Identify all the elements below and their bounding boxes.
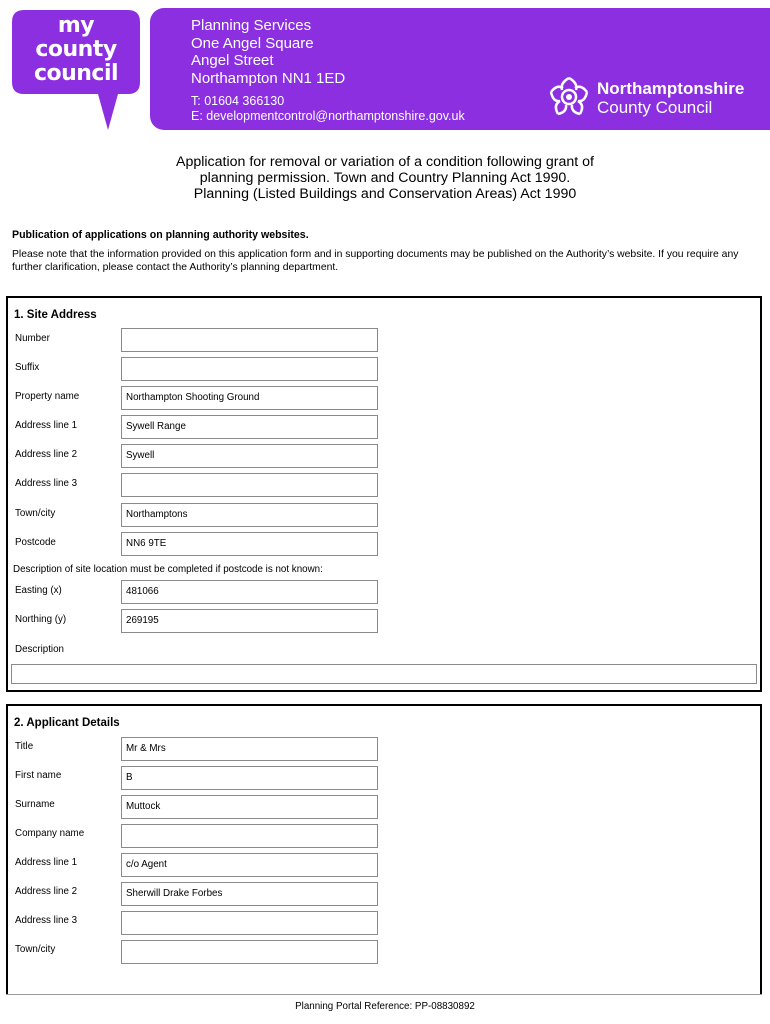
ncc-name-line1: Northamptonshire bbox=[597, 79, 745, 98]
field-label: Town/city bbox=[15, 944, 56, 955]
description-field[interactable] bbox=[11, 664, 757, 684]
title-line: planning permission. Town and Country Planning Act 1990. bbox=[199, 170, 571, 187]
northamptonshire-logo bbox=[547, 75, 767, 125]
field-label: Property name bbox=[15, 391, 80, 402]
property-name-field[interactable]: Northampton Shooting Ground bbox=[121, 386, 378, 410]
rose-emblem-icon bbox=[547, 75, 591, 119]
field-label: Address line 3 bbox=[15, 478, 78, 489]
field-label: Address line 1 bbox=[15, 857, 78, 868]
field-label: Title bbox=[15, 741, 34, 752]
northing-field[interactable]: 269195 bbox=[121, 609, 378, 633]
first-name-field[interactable]: B bbox=[121, 766, 378, 790]
logo-line-my: my bbox=[57, 13, 95, 38]
field-label: Surname bbox=[15, 799, 55, 810]
easting-field[interactable]: 481066 bbox=[121, 580, 378, 604]
field-label: Address line 1 bbox=[15, 420, 78, 431]
town-city-field[interactable]: Northamptons bbox=[121, 503, 378, 527]
contact-details bbox=[191, 94, 465, 124]
field-label: Postcode bbox=[15, 537, 56, 548]
address-line: Northampton NN1 1ED bbox=[191, 69, 346, 87]
applicant-address-line-1-field[interactable]: c/o Agent bbox=[121, 853, 378, 877]
postcode-field[interactable]: NN6 9TE bbox=[121, 532, 378, 556]
form-title bbox=[0, 154, 770, 203]
location-description-note: Description of site location must be completed if postcode is not known: bbox=[13, 564, 323, 575]
field-label: Address line 3 bbox=[15, 915, 78, 926]
applicant-details-section bbox=[6, 704, 762, 994]
field-label: Suffix bbox=[15, 362, 40, 373]
my-county-council-logo bbox=[12, 10, 140, 130]
logo-line-council: council bbox=[33, 61, 119, 86]
surname-field[interactable]: Muttock bbox=[121, 795, 378, 819]
field-label: Northing (y) bbox=[15, 614, 67, 625]
title-line: Application for removal or variation of a condition following grant of bbox=[176, 154, 594, 170]
email-address[interactable]: E: developmentcontrol@northamptonshire.gov.uk bbox=[191, 109, 465, 123]
applicant-town-city-field[interactable] bbox=[121, 940, 378, 964]
field-label: Description bbox=[15, 644, 65, 655]
title-field[interactable]: Mr & Mrs bbox=[121, 737, 378, 761]
company-name-field[interactable] bbox=[121, 824, 378, 848]
section-title: 2. Applicant Details bbox=[14, 717, 120, 729]
suffix-field[interactable] bbox=[121, 357, 378, 381]
number-field[interactable] bbox=[121, 328, 378, 352]
field-label: Address line 2 bbox=[15, 886, 78, 897]
site-address-section bbox=[6, 296, 762, 692]
address-line-1-field[interactable]: Sywell Range bbox=[121, 415, 378, 439]
office-address bbox=[191, 17, 345, 87]
applicant-address-line-2-field[interactable]: Sherwill Drake Forbes bbox=[121, 882, 378, 906]
applicant-address-line-3-field[interactable] bbox=[121, 911, 378, 935]
address-line-3-field[interactable] bbox=[121, 473, 378, 497]
field-label: Number bbox=[15, 333, 50, 344]
field-label: Address line 2 bbox=[15, 449, 78, 460]
field-label: First name bbox=[15, 770, 62, 781]
header-band bbox=[150, 8, 770, 130]
title-line: Planning (Listed Buildings and Conservation Areas) Act 1990 bbox=[193, 186, 577, 203]
address-line: Planning Services bbox=[191, 17, 312, 34]
field-label: Company name bbox=[15, 828, 85, 839]
publication-note: Please note that the information provided on this application form and in supporting documents may be published on the Authority’s website. If you require any further clarification, please contact the Authority’s planning department. bbox=[12, 249, 739, 273]
field-label: Easting (x) bbox=[15, 585, 62, 596]
publication-heading: Publication of applications on planning authority websites. bbox=[12, 229, 309, 241]
section-title: 1. Site Address bbox=[14, 309, 97, 321]
address-line-2-field[interactable]: Sywell bbox=[121, 444, 378, 468]
logo-line-county: county bbox=[35, 37, 117, 62]
address-line: One Angel Square bbox=[191, 34, 314, 52]
phone-number: T: 01604 366130 bbox=[191, 94, 285, 108]
footer-divider bbox=[6, 994, 762, 995]
address-line: Angel Street bbox=[191, 52, 274, 69]
portal-reference: Planning Portal Reference: PP-08830892 bbox=[295, 1001, 475, 1012]
ncc-name-line2: County Council bbox=[597, 98, 713, 117]
field-label: Town/city bbox=[15, 508, 56, 519]
